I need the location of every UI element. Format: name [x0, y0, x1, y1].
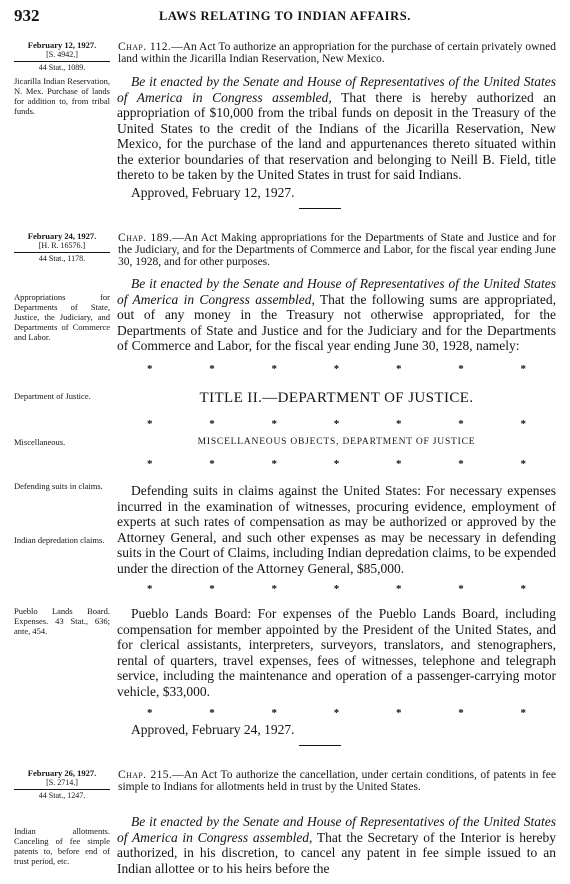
act2-chapter	[118, 232, 556, 268]
act1-chapter-number: Chap. 112.	[118, 41, 172, 53]
act1-end-rule	[299, 208, 341, 209]
act3-margin-note: Indian allotments. Canceling of fee simple patents to, before end of trust period, etc.	[14, 826, 110, 866]
act3-chapter-number: Chap. 215.	[118, 769, 173, 781]
act2-chapter-number: Chap. 189.	[118, 232, 173, 244]
pueblo-body: Pueblo Lands Board: For expenses of the Pueblo Lands Board, including compensation for member appointed by the President of the United States, and for clerical assistants, interpreters, surveyors, translators, and stenographers, rental of quarters, travel expenses, fees of witnesses, telephone and telegraph service, including the maintenance and operation of a passenger-carrying motor vehicle, $33,000.	[117, 606, 556, 699]
pueblo-margin-note: Pueblo Lands Board. Expenses. 43 Stat., 636; ante, 454.	[14, 606, 110, 636]
star: *	[271, 583, 277, 595]
act2-body	[117, 276, 556, 354]
act2-stat: 44 Stat., 1178.	[38, 254, 86, 263]
act1-date-block	[14, 40, 110, 73]
star: *	[209, 363, 215, 375]
star: *	[271, 418, 277, 430]
star: *	[271, 458, 277, 470]
act2-body-text: That the following sums are appropriated, out of any money in the Treasury not otherwise appropriated, for the Departments of State and Justice and for the Judiciary and for the Departments of Commerce and Labor, for the fiscal year ending June 30, 1928, namely:	[117, 291, 556, 353]
act2-date: February 24, 1927.	[27, 231, 97, 241]
act1-enacting-clause: Be it enacted by the Senate and House of Representatives of the United States of America in Congress assembled,	[117, 74, 556, 105]
act1-chapter-text: —An Act To authorize an appropriation for the purchase of certain privately owned land within the Jicarilla Indian Reservation, New Mexico.	[118, 41, 556, 65]
star: *	[333, 583, 340, 595]
star: *	[271, 363, 277, 375]
star: *	[147, 418, 153, 430]
act1-chapter	[118, 41, 556, 65]
act3-body-text: That the Secretary of the Interior is hereby authorized, in his discretion, to cancel any patent in fee simple issued to an Indian allottee or to his heirs before the	[117, 829, 556, 876]
star: *	[396, 418, 402, 430]
act3-enacting-clause: Be it enacted by the Senate and House of Representatives of the United States of America in Congress assembled,	[117, 814, 556, 845]
act2-date-block	[14, 231, 110, 264]
act2-enacting-clause: Be it enacted by the Senate and House of Representatives of the United States of America in Congress assembled,	[117, 276, 556, 307]
act2-end-rule	[299, 745, 341, 746]
star: *	[520, 363, 526, 375]
star: *	[209, 707, 215, 719]
title-margin-note: Department of Justice.	[14, 391, 91, 401]
misc-heading: MISCELLANEOUS OBJECTS, DEPARTMENT OF JUSTICE	[197, 437, 476, 447]
act1-approved: Approved, February 12, 1927.	[131, 185, 295, 200]
star: *	[520, 583, 526, 595]
star: *	[209, 418, 215, 430]
act1-body	[117, 74, 556, 183]
star: *	[271, 707, 277, 719]
act1-bill: [S. 4942.]	[46, 50, 78, 59]
defending-margin-note: Defending suits in claims.	[14, 481, 103, 491]
defending-body: Defending suits in claims against the United States: For necessary expenses incurred in the examination of witnesses, procuring evidence, employment of experts at such rates of compensation as may be authorized or approved by the Attorney General, and such other expenses as may be necessary in defending suits in the Court of Claims, including Indian depredation claims, to be expended under the direction of the Attorney General, $85,000.	[117, 483, 556, 576]
stars-row-4	[117, 583, 556, 595]
star: *	[147, 707, 153, 719]
star: *	[147, 458, 153, 470]
running-title: LAWS RELATING TO INDIAN AFFAIRS.	[158, 9, 411, 23]
stars-row-5	[117, 707, 556, 719]
act3-stat: 44 Stat., 1247.	[38, 791, 86, 800]
star: *	[458, 458, 464, 470]
star: *	[333, 458, 340, 470]
act3-date-block	[14, 768, 110, 801]
star: *	[396, 707, 402, 719]
stars-row-2	[117, 418, 556, 430]
title-heading: TITLE II.—DEPARTMENT OF JUSTICE.	[199, 390, 474, 406]
act3-chapter-text: —An Act To authorize the cancellation, under certain conditions, of patents in fee simple to Indians for allotments held in trust by the United States.	[118, 769, 556, 793]
star: *	[333, 707, 340, 719]
misc-margin-note: Miscellaneous.	[14, 437, 66, 447]
act3-date: February 26, 1927.	[27, 768, 97, 778]
star: *	[147, 583, 153, 595]
act1-date: February 12, 1927.	[27, 40, 97, 50]
act3-chapter	[118, 769, 556, 793]
star: *	[209, 583, 215, 595]
star: *	[458, 583, 464, 595]
star: *	[520, 418, 526, 430]
stars-row-1	[117, 363, 556, 375]
act1-margin-note: Jicarilla Indian Reservation, N. Mex. Purchase of lands for addition to, from tribal funds.	[14, 76, 110, 116]
star: *	[458, 363, 464, 375]
star: *	[209, 458, 215, 470]
act1-body-text: That there is hereby authorized an appropriation of $10,000 from the tribal funds on deposit in the Treasury of the United States to the credit of the Indians of the Jicarilla Reservation, New Mexico, for the purchase of the land and appurtenances thereto situated within the exterior boundaries of that reservation and belonging to Neill B. Field, title thereto to be taken by the United States in trust for said Indians.	[117, 89, 556, 182]
act2-chapter-text: —An Act Making appropriations for the Departments of State and Justice and for the Judiciary, and for the Departments of Commerce and Labor, for the fiscal year ending June 30, 1928, and for other purposes.	[118, 232, 556, 268]
star: *	[520, 458, 526, 470]
stars-row-3	[117, 458, 556, 470]
act2-margin-note: Appropriations for Departments of State, Justice, the Judiciary, and Departments of Commerce and Labor.	[14, 292, 110, 342]
indian-depredation-margin-note: Indian depredation claims.	[14, 535, 105, 545]
act2-date-rule	[14, 252, 110, 253]
star: *	[396, 363, 402, 375]
act2-bill: [H. R. 16576.]	[38, 241, 86, 250]
act1-stat: 44 Stat., 1089.	[38, 63, 86, 72]
star: *	[396, 583, 402, 595]
running-header	[14, 6, 556, 26]
star: *	[396, 458, 402, 470]
star: *	[333, 363, 340, 375]
star: *	[458, 418, 464, 430]
act3-bill: [S. 2714.]	[46, 778, 78, 787]
act3-body	[117, 814, 556, 876]
star: *	[520, 707, 526, 719]
page-number: 932	[14, 6, 40, 25]
act2-approved: Approved, February 24, 1927.	[131, 722, 295, 737]
act1-date-rule	[14, 61, 110, 62]
star: *	[333, 418, 340, 430]
star: *	[458, 707, 464, 719]
star: *	[147, 363, 153, 375]
act3-date-rule	[14, 789, 110, 790]
